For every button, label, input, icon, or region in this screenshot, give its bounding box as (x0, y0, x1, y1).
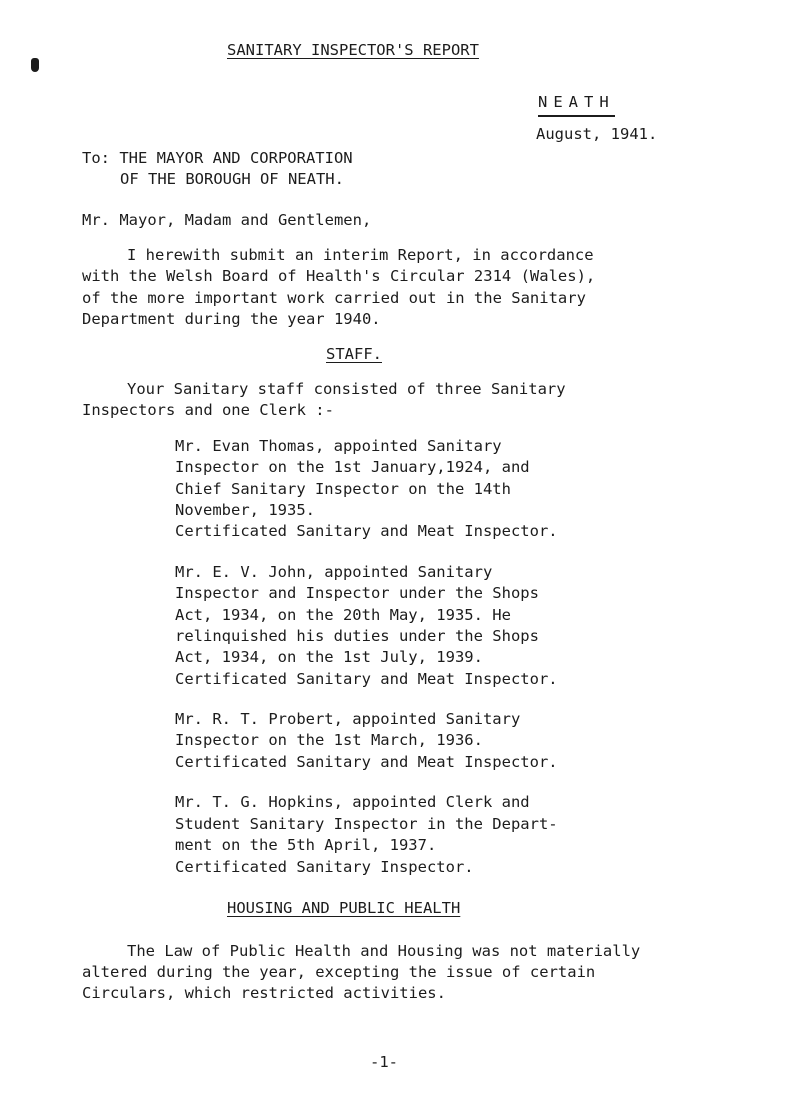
staff-member-line: Certificated Sanitary and Meat Inspector. (175, 522, 558, 540)
intro-line: with the Welsh Board of Health's Circular 2314 (Wales), (82, 267, 596, 285)
staff-member-line: Mr. Evan Thomas, appointed Sanitary (175, 437, 502, 455)
address-line-2: OF THE BOROUGH OF NEATH. (120, 170, 344, 188)
binding-hole-mark (31, 58, 39, 72)
report-date: August, 1941. (536, 125, 658, 143)
staff-member-line: Certificated Sanitary Inspector. (175, 858, 474, 876)
staff-member-line: Student Sanitary Inspector in the Depart- (175, 815, 558, 833)
housing-heading: HOUSING AND PUBLIC HEALTH (227, 899, 461, 917)
staff-member-line: Inspector and Inspector under the Shops (175, 584, 539, 602)
staff-intro-line: Inspectors and one Clerk :- (82, 401, 334, 419)
housing-line: altered during the year, excepting the issue of certain (82, 963, 596, 981)
staff-member-line: Act, 1934, on the 1st July, 1939. (175, 648, 483, 666)
address-line-1: To: THE MAYOR AND CORPORATION (82, 149, 353, 167)
report-title: SANITARY INSPECTOR'S REPORT (227, 41, 479, 59)
staff-member-line: Mr. R. T. Probert, appointed Sanitary (175, 710, 521, 728)
housing-line: The Law of Public Health and Housing was not materially (127, 942, 641, 960)
staff-member-line: Inspector on the 1st January,1924, and (175, 458, 530, 476)
staff-member-line: Mr. E. V. John, appointed Sanitary (175, 563, 493, 581)
staff-member-line: Certificated Sanitary and Meat Inspector. (175, 670, 558, 688)
intro-line: I herewith submit an interim Report, in accordance (127, 246, 594, 264)
intro-line: of the more important work carried out in the Sanitary (82, 289, 586, 307)
staff-member-line: relinquished his duties under the Shops (175, 627, 539, 645)
staff-intro-line: Your Sanitary staff consisted of three Sanitary (127, 380, 566, 398)
housing-line: Circulars, which restricted activities. (82, 984, 446, 1002)
staff-member-line: Mr. T. G. Hopkins, appointed Clerk and (175, 793, 530, 811)
staff-heading: STAFF. (326, 345, 382, 363)
intro-line: Department during the year 1940. (82, 310, 381, 328)
staff-member-line: Act, 1934, on the 20th May, 1935. He (175, 606, 511, 624)
staff-member-line: ment on the 5th April, 1937. (175, 836, 437, 854)
staff-member-line: Inspector on the 1st March, 1936. (175, 731, 483, 749)
staff-member-line: Certificated Sanitary and Meat Inspector. (175, 753, 558, 771)
staff-member-line: Chief Sanitary Inspector on the 14th (175, 480, 511, 498)
salutation: Mr. Mayor, Madam and Gentlemen, (82, 211, 372, 229)
page-number: -1- (370, 1053, 398, 1071)
staff-member-line: November, 1935. (175, 501, 315, 519)
town-heading: NEATH (538, 92, 615, 117)
